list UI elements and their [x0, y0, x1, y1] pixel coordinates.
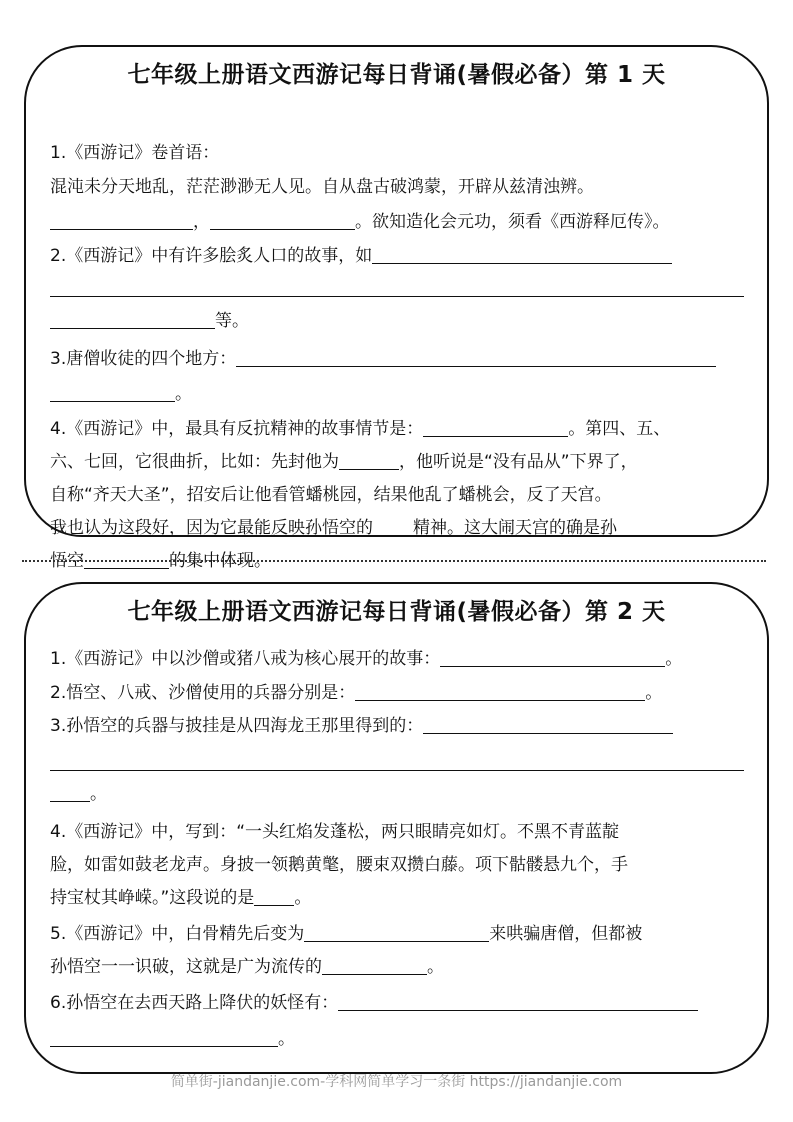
dotted-divider: [22, 560, 766, 562]
day2-q6-end: 。: [50, 1027, 295, 1051]
day1-q3: 3.唐僧收徒的四个地方：: [50, 347, 716, 371]
day2-q4-line1: 4.《西游记》中，写到：“一头红焰发蓬松，两只眼睛亮如灯。不黑不青蓝靛: [50, 822, 620, 842]
answer-blank[interactable]: [355, 683, 645, 701]
answer-blank[interactable]: [372, 246, 672, 264]
answer-blank[interactable]: [210, 212, 355, 230]
day1-q4-line5: 悟空 的集中体现。: [50, 551, 271, 571]
day1-q4-line1: 4.《西游记》中，最具有反抗精神的故事情节是： 。第四、五、: [50, 419, 671, 439]
answer-blank[interactable]: [50, 384, 175, 402]
answer-blank[interactable]: [254, 888, 294, 906]
day1-q2: 2.《西游记》中有许多脍炙人口的故事，如: [50, 244, 672, 268]
day1-q4-line2: 六、七回，它很曲折，比如：先封他为 ，他听说是“没有品从”下界了，: [50, 452, 638, 472]
day1-q4-line3: 自称“齐天大圣”，招安后让他看管蟠桃园，结果他乱了蟠桃会，反了天宫。: [50, 485, 612, 505]
day1-q4-line4: 我也认为这段好，因为它最能反映孙悟空的 精神。这大闹天宫的确是孙: [50, 518, 617, 538]
day1-title: 七年级上册语文西游记每日背诵(暑假必备）第 1 天: [127, 62, 666, 88]
day2-title: 七年级上册语文西游记每日背诵(暑假必备）第 2 天: [127, 599, 666, 625]
day1-q2-end: 等。: [50, 309, 249, 333]
day1-card: [24, 45, 769, 571]
day2-q3-end: 。: [50, 782, 107, 806]
answer-blank[interactable]: [338, 993, 698, 1011]
day2-q4-line3: 持宝杖其峥嵘。”这段说的是 。: [50, 888, 312, 908]
day2-q4-line2: 脸，如雷如鼓老龙声。身披一领鹅黄氅，腰束双攒白藤。项下骷髅悬九个，手: [50, 855, 628, 875]
day1-q1-label: 1.《西游记》卷首语：: [50, 143, 220, 163]
answer-line[interactable]: [50, 296, 744, 297]
day2-q1: 1.《西游记》中以沙僧或猪八戒为核心展开的故事： 。: [50, 649, 683, 669]
answer-blank[interactable]: [50, 212, 193, 230]
day2-q6: 6.孙悟空在去西天路上降伏的妖怪有：: [50, 991, 698, 1015]
day2-q5-line1: 5.《西游记》中，白骨精先后变为 来哄骗唐僧，但都被: [50, 924, 643, 944]
answer-blank[interactable]: [304, 924, 489, 942]
day1-q1-line1: 混沌未分天地乱，茫茫渺渺无人见。自从盘古破鸿蒙，开辟从兹清浊辨。: [50, 177, 594, 197]
answer-blank[interactable]: [440, 649, 665, 667]
day2-card: [24, 582, 769, 1074]
footer-watermark: 简单街-jiandanjie.com-学科网简单学习一条街 https://jiandanjie.com: [170, 1074, 623, 1090]
answer-blank[interactable]: [339, 452, 399, 470]
answer-line[interactable]: [50, 770, 744, 771]
day1-q3-end: 。: [50, 382, 192, 406]
answer-blank[interactable]: [50, 311, 215, 329]
answer-blank[interactable]: [322, 957, 427, 975]
answer-blank[interactable]: [50, 784, 90, 802]
answer-blank[interactable]: [423, 716, 673, 734]
day2-q2: 2.悟空、八戒、沙僧使用的兵器分别是： 。: [50, 683, 663, 703]
answer-blank[interactable]: [373, 518, 413, 536]
day1-q1-line2: ， 。欲知造化会元功，须看《西游释厄传》。: [50, 210, 670, 234]
day2-q3: 3.孙悟空的兵器与披挂是从四海龙王那里得到的：: [50, 714, 673, 738]
answer-blank[interactable]: [50, 1029, 278, 1047]
day2-q5-line2: 孙悟空一一识破，这就是广为流传的 。: [50, 957, 444, 977]
answer-blank[interactable]: [423, 419, 568, 437]
answer-blank[interactable]: [236, 349, 716, 367]
